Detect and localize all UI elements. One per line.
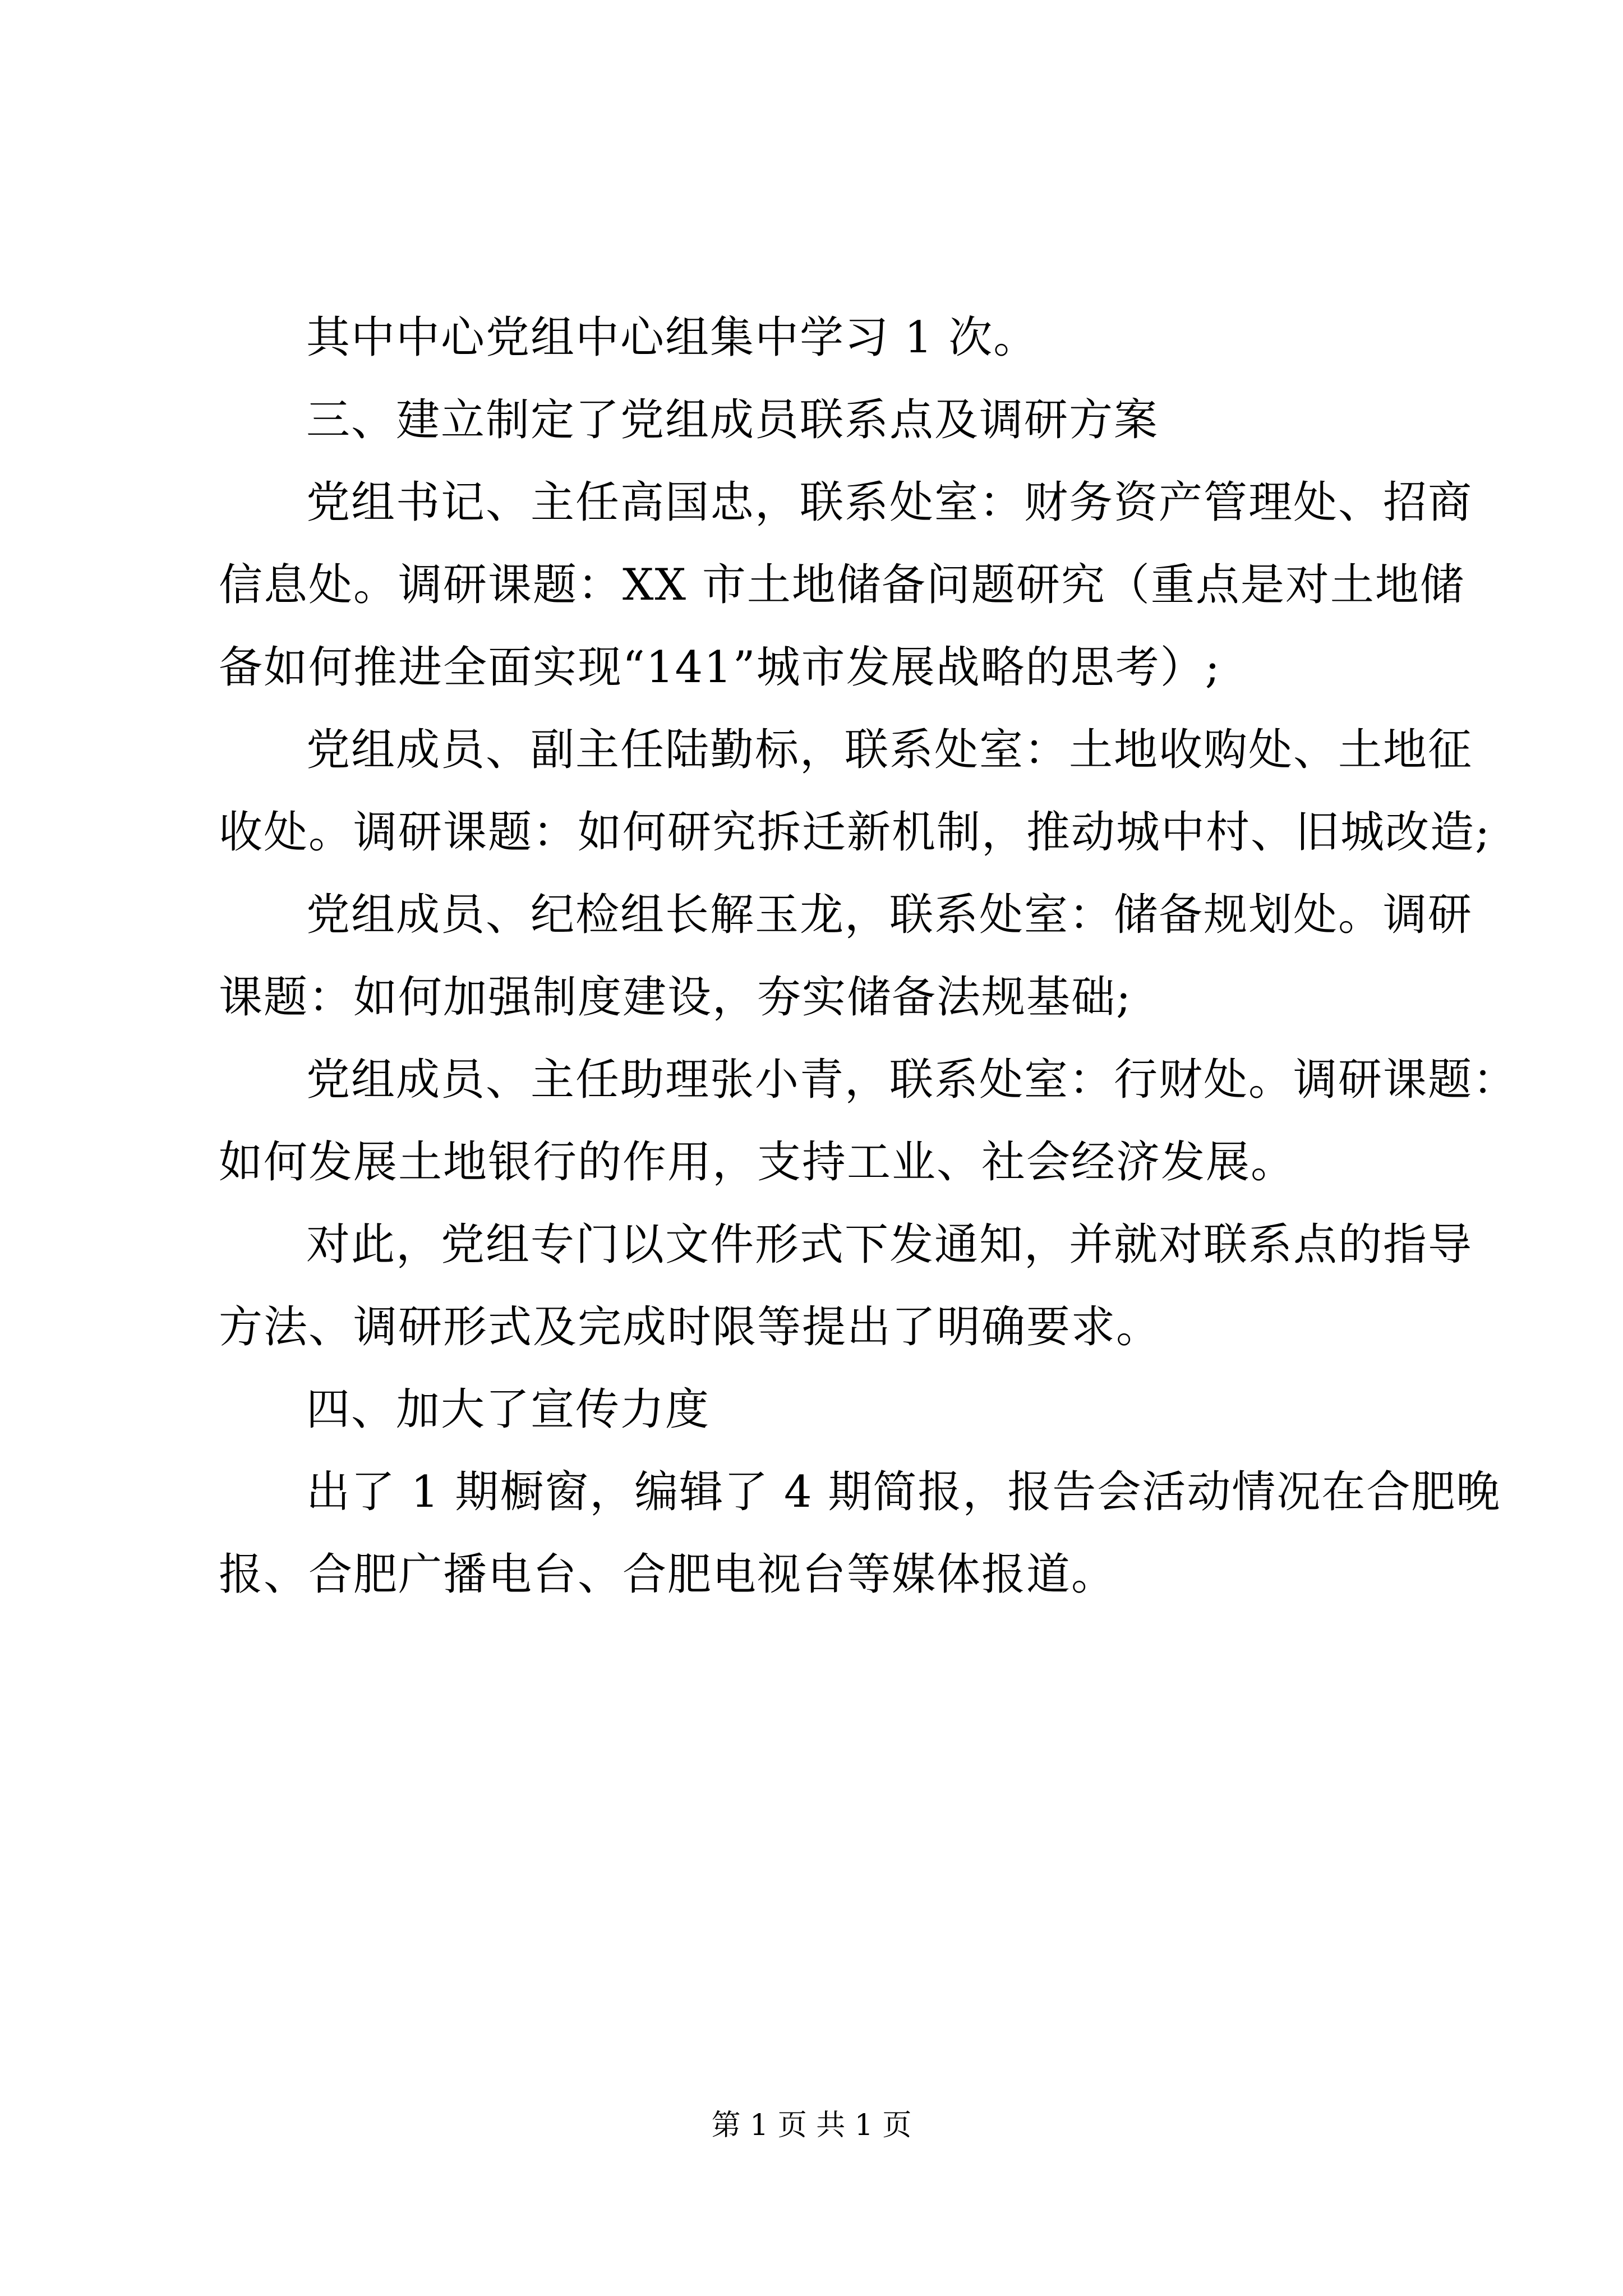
text-line: 信息处。调研课题：XX 市土地储备问题研究（重点是对土地储 bbox=[219, 560, 1465, 610]
text-line: 收处。调研课题：如何研究拆迁新机制，推动城中村、旧城改造; bbox=[219, 807, 1491, 858]
text-line: 备如何推进全面实现“141”城市发展战略的思考）; bbox=[219, 642, 1221, 693]
text-line: 报、合肥广播电台、合肥电视台等媒体报道。 bbox=[219, 1549, 1117, 1600]
page-number-footer: 第 1 页 共 1 页 bbox=[711, 2109, 912, 2142]
text-line: 党组成员、主任助理张小青，联系处室：行财处。调研课题： bbox=[306, 1055, 1518, 1105]
section-heading: 三、建立制定了党组成员联系点及调研方案 bbox=[306, 395, 1159, 445]
text-line: 党组书记、主任高国忠，联系处室：财务资产管理处、招商 bbox=[306, 477, 1473, 528]
text-line: 其中中心党组中心组集中学习 1 次。 bbox=[306, 312, 1039, 363]
section-heading: 四、加大了宣传力度 bbox=[306, 1384, 711, 1435]
text-line: 方法、调研形式及完成时限等提出了明确要求。 bbox=[219, 1302, 1161, 1352]
text-line: 如何发展土地银行的作用，支持工业、社会经济发展。 bbox=[219, 1137, 1296, 1188]
text-line: 出了 1 期橱窗，编辑了 4 期简报，报告会活动情况在合肥晚 bbox=[306, 1467, 1501, 1517]
text-line: 对此，党组专门以文件形式下发通知，并就对联系点的指导 bbox=[306, 1220, 1473, 1270]
text-line: 课题：如何加强制度建设，夯实储备法规基础; bbox=[219, 972, 1132, 1023]
text-line: 党组成员、纪检组长解玉龙，联系处室：储备规划处。调研 bbox=[306, 890, 1473, 940]
text-line: 党组成员、副主任陆勤标，联系处室：土地收购处、土地征 bbox=[306, 725, 1473, 775]
